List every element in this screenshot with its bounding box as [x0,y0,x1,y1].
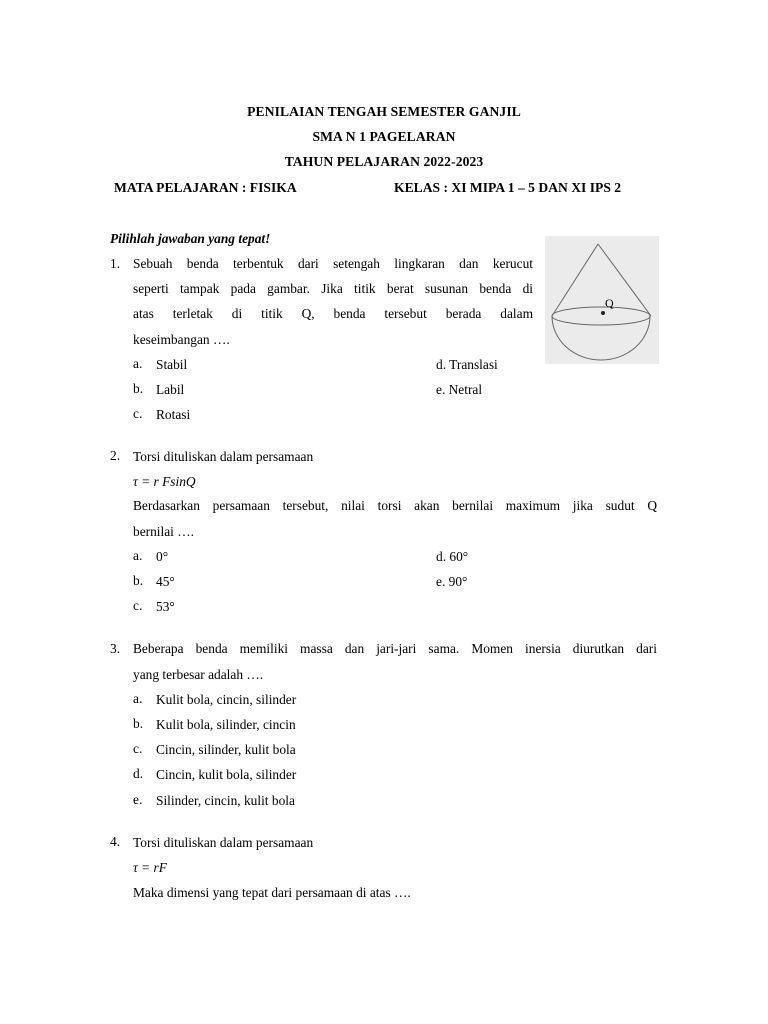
option-text: Stabil [156,357,188,372]
option-text: Labil [156,382,185,397]
option-key: c. [133,598,143,613]
question-text-line: atas terletak di titik Q, benda tersebut berada dalam [133,306,533,321]
option-key: d. [133,766,144,781]
option-key: c. [133,741,143,756]
question-text-line: Beberapa benda memiliki massa dan jari-jari sama. Momen inersia diurutkan dari [133,641,657,656]
option-key: e. [133,792,143,807]
option-text: Cincin, silinder, kulit bola [156,742,296,757]
torsi-equation: τ = rF [133,860,167,875]
cone-hemisphere-drawing [545,236,659,364]
option-text: Kulit bola, cincin, silinder [156,692,297,707]
option-text: Kulit bola, silinder, cincin [156,717,296,732]
question-text-line: Berdasarkan persamaan tersebut, nilai torsi akan bernilai maximum jika sudut Q [133,498,657,513]
question-text-line: Torsi dituliskan dalam persamaan [133,835,314,850]
option-key: a. [133,548,143,563]
question-number: 3. [110,641,121,656]
option-text: d. Translasi [436,357,498,372]
option-text: e. Netral [436,382,483,397]
option-key: b. [133,716,144,731]
point-q-label: Q [605,296,614,310]
question-text-line: Maka dimensi yang tepat dari persamaan di atas …. [133,885,411,900]
option-key: a. [133,691,143,706]
academic-year: TAHUN PELAJARAN 2022-2023 [284,154,484,169]
option-text: 45° [156,574,175,589]
school-name: SMA N 1 PAGELARAN [312,129,456,144]
option-text: Silinder, cincin, kulit bola [156,793,295,808]
option-text: 0° [156,549,169,564]
option-key: b. [133,573,144,588]
question-text-line: seperti tampak pada gambar. Jika titik berat susunan benda di [133,281,533,296]
question-text-line: bernilai …. [133,524,194,539]
option-text: Cincin, kulit bola, silinder [156,767,297,782]
class-label: KELAS : XI MIPA 1 – 5 DAN XI IPS 2 [394,180,622,195]
option-key: b. [133,381,144,396]
option-text: Rotasi [156,407,191,422]
exam-title: PENILAIAN TENGAH SEMESTER GANJIL [247,104,521,119]
instruction: Pilihlah jawaban yang tepat! [110,231,271,246]
option-key: a. [133,356,143,371]
subject-label: MATA PELAJARAN : FISIKA [114,180,297,195]
option-text: e. 90° [436,574,468,589]
option-text: d. 60° [436,549,469,564]
question-number: 2. [110,448,121,463]
torsi-equation: τ = r FsinQ [133,474,196,489]
question-text-line: keseimbangan …. [133,332,230,347]
question-number: 1. [110,256,121,271]
cone-hemisphere-figure [545,236,659,364]
option-text: 53° [156,599,175,614]
question-text-line: Sebuah benda terbentuk dari setengah lingkaran dan kerucut [133,256,533,271]
question-text-line: yang terbesar adalah …. [133,667,264,682]
question-text-line: Torsi dituliskan dalam persamaan [133,449,314,464]
option-key: c. [133,406,143,421]
question-number: 4. [110,834,121,849]
